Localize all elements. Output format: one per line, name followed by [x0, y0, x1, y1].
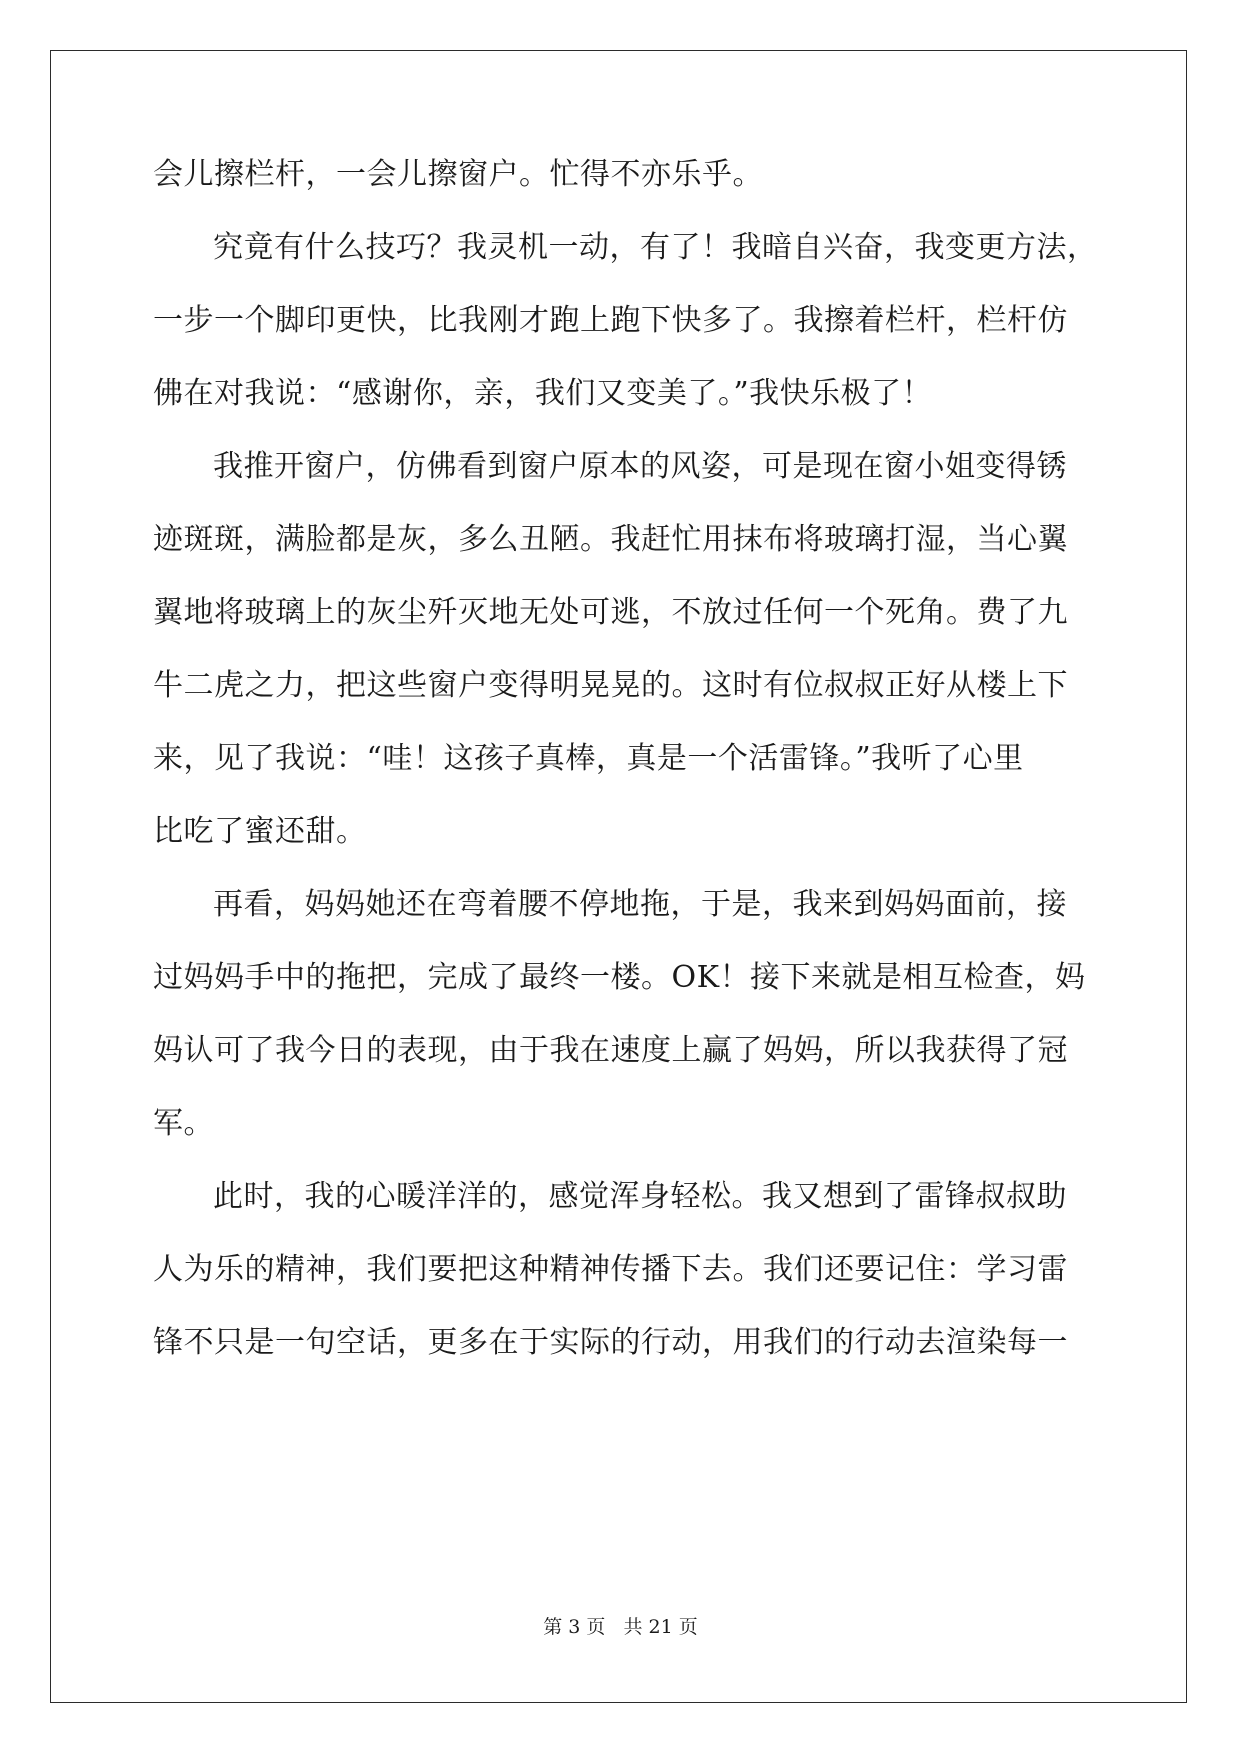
- text-line: 我推开窗户，仿佛看到窗户原本的风姿，可是现在窗小姐变得锈: [213, 449, 1067, 484]
- text-line: 牛二虎之力，把这些窗户变得明晃晃的。这时有位叔叔正好从楼上下: [153, 668, 1068, 703]
- text-line: 人为乐的精神，我们要把这种精神传播下去。我们还要记住：学习雷: [153, 1252, 1068, 1287]
- text-line: 锋不只是一句空话，更多在于实际的行动，用我们的行动去渲染每一: [153, 1325, 1068, 1360]
- text-line: 佛在对我说：“感谢你，亲，我们又变美了。”我快乐极了！: [153, 376, 933, 411]
- text-line: 会儿擦栏杆，一会儿擦窗户。忙得不亦乐乎。: [153, 157, 763, 192]
- text-line: 军。: [153, 1106, 214, 1141]
- text-line: 此时，我的心暖洋洋的，感觉浑身轻松。我又想到了雷锋叔叔助: [213, 1179, 1067, 1214]
- page-border: [50, 50, 1187, 1703]
- text-line: 迹斑斑，满脸都是灰，多么丑陋。我赶忙用抹布将玻璃打湿，当心翼: [153, 522, 1068, 557]
- text-line: 再看，妈妈她还在弯着腰不停地拖，于是，我来到妈妈面前，接: [213, 887, 1067, 922]
- text-line: 一步一个脚印更快，比我刚才跑上跑下快多了。我擦着栏杆，栏杆仿: [153, 303, 1068, 338]
- page-footer: 第 3 页 共 21 页: [543, 1616, 698, 1638]
- text-line: 过妈妈手中的拖把，完成了最终一楼。OK！接下来就是相互检查，妈: [153, 960, 1086, 995]
- text-line: 翼地将玻璃上的灰尘歼灭地无处可逃，不放过任何一个死角。费了九: [153, 595, 1068, 630]
- text-line: 比吃了蜜还甜。: [153, 814, 367, 849]
- text-line: 究竟有什么技巧？我灵机一动，有了！我暗自兴奋，我变更方法，: [213, 230, 1098, 265]
- text-line: 来，见了我说：“哇！这孩子真棒，真是一个活雷锋。”我听了心里: [153, 741, 1024, 776]
- text-line: 妈认可了我今日的表现，由于我在速度上赢了妈妈，所以我获得了冠: [153, 1033, 1068, 1068]
